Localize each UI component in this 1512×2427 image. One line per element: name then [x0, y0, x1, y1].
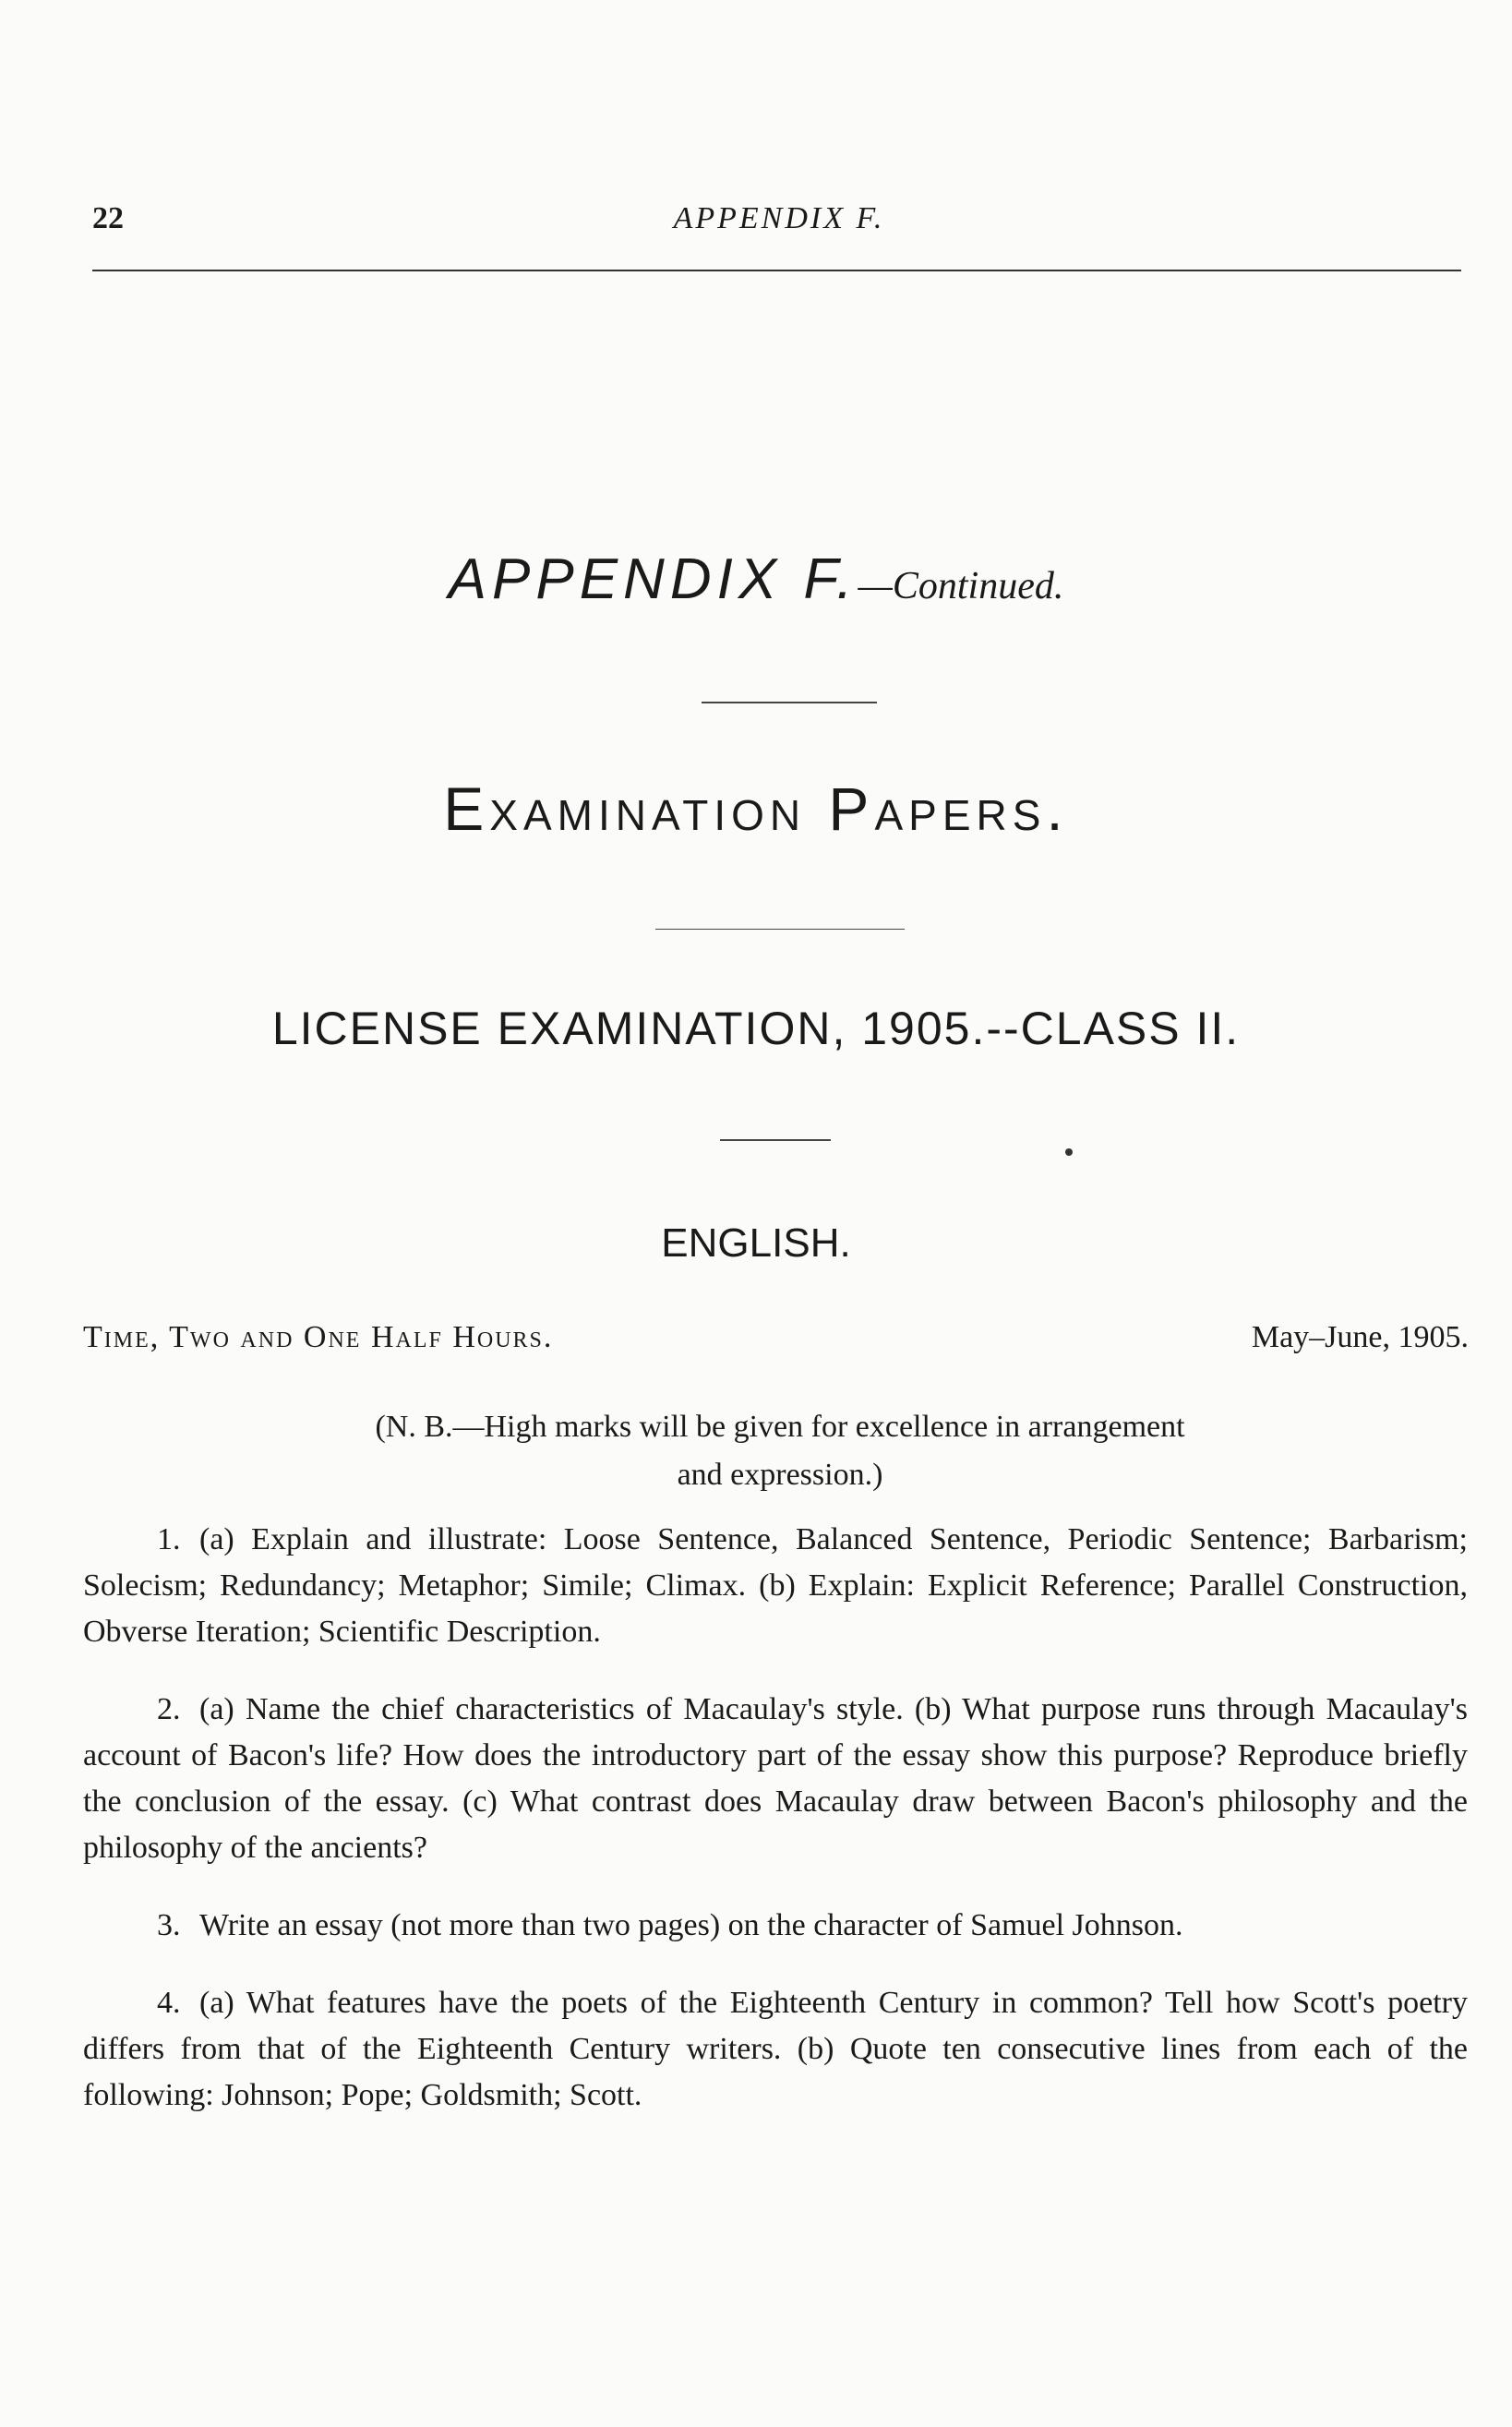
note-line: (N. B.—High marks will be given for excellence in arrangement	[375, 1410, 1185, 1444]
appendix-title	[0, 547, 1512, 612]
question-item	[83, 1903, 1468, 1949]
exam-date: May–June, 1905.	[1251, 1320, 1469, 1354]
question-number: 4.	[157, 1986, 181, 2020]
question-number: 3.	[157, 1908, 181, 1942]
question-text: (a) Explain and illustrate: Loose Sentence, Balanced Sentence, Periodic Sentence; Barbarism; Solecism; Redundancy; Metaphor; Simile; Climax. (b) Explain: Explicit Reference; Parallel Construction, Obverse Iteration; Scientific Description.	[83, 1522, 1468, 1649]
license-examination-heading: LICENSE EXAMINATION, 1905.--CLASS II.	[271, 1003, 1241, 1054]
divider-rule	[702, 702, 877, 703]
running-head	[92, 201, 1466, 257]
question-list	[83, 1517, 1468, 2150]
divider-rule	[720, 1139, 831, 1141]
question-item	[83, 1517, 1468, 1655]
note-line: and expression.)	[677, 1458, 883, 1492]
header-rule	[92, 270, 1461, 271]
continued-label: —Continued.	[858, 565, 1064, 607]
divider-rule	[655, 929, 905, 930]
page-number: 22	[92, 201, 124, 235]
question-text: (a) What features have the poets of the Eighteenth Century in common? Tell how Scott's poetry differs from that of the Eighteenth Century writers. (b) Quote ten consecutive lines from each of the following: Johnson; Pope; Goldsmith; Scott.	[83, 1986, 1468, 2112]
instruction-note	[212, 1403, 1348, 1499]
question-number: 1.	[157, 1522, 181, 1556]
subject-heading: ENGLISH.	[661, 1220, 851, 1266]
time-allowed: Time, Two and One Half Hours.	[83, 1320, 554, 1354]
question-text: (a) Name the chief characteristics of Macaulay's style. (b) What purpose runs through Macaulay's account of Bacon's life? How does the introductory part of the essay show this purpose? Reproduce briefly the conclusion of the essay. (c) What contrast does Macaulay draw between Bacon's philosophy and the philosophy of the ancients?	[83, 1692, 1468, 1865]
question-item	[83, 1980, 1468, 2119]
question-text: Write an essay (not more than two pages) on the character of Samuel Johnson.	[199, 1908, 1183, 1942]
question-number: 2.	[157, 1692, 181, 1726]
print-speck	[1065, 1148, 1073, 1156]
examination-papers-heading: Examination Papers.	[443, 775, 1069, 843]
running-title: APPENDIX F.	[673, 201, 885, 235]
appendix-label: APPENDIX F.	[448, 547, 858, 611]
question-item	[83, 1687, 1468, 1871]
